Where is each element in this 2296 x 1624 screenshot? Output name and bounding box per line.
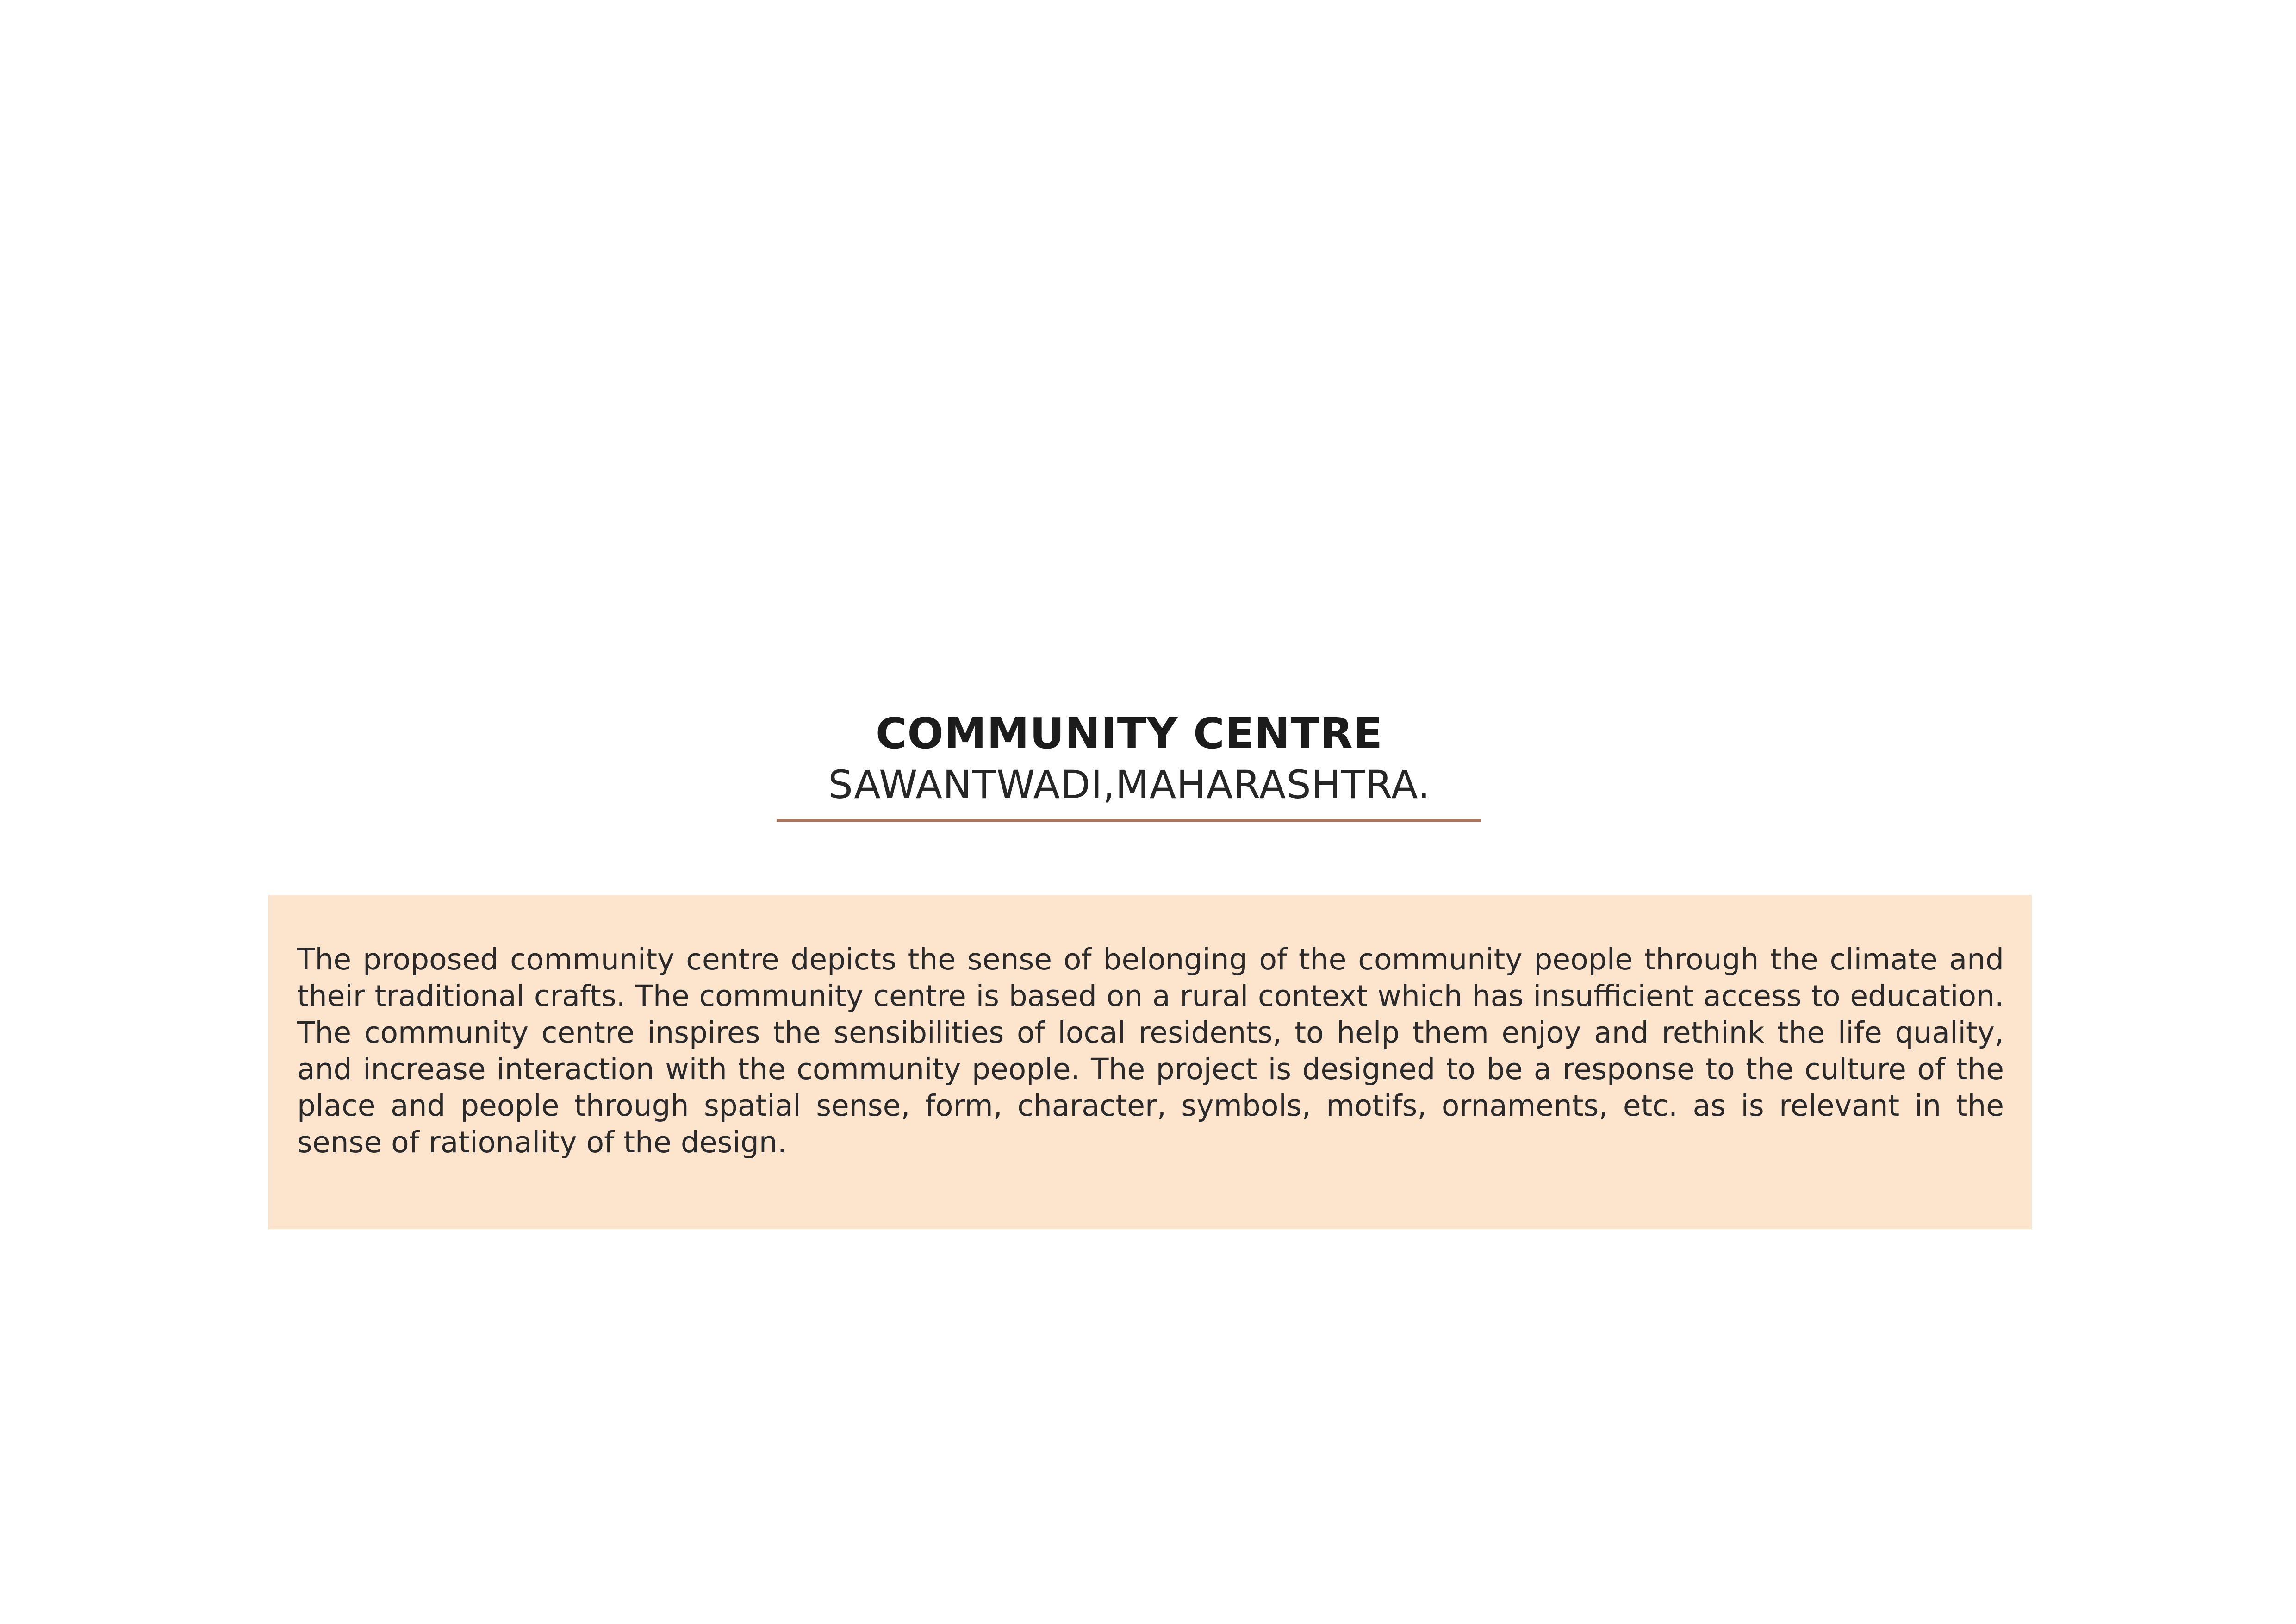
description-panel	[268, 895, 2032, 1229]
title-block	[778, 708, 1481, 810]
page-title: COMMUNITY CENTRE	[876, 709, 1383, 758]
page-subtitle: SAWANTWADI,MAHARASHTRA.	[828, 762, 1431, 807]
description-text: The proposed community centre depicts the sense of belonging of the community people through the climate and their traditional crafts. The community centre is based on a rural context which has insufficient access to education. The community centre inspires the sensibilities of local residents, to help them enjoy and rethink the life quality, and increase interaction with the community people. The project is designed to be a response to the culture of the place and people through spatial sense, form, character, symbols, motifs, ornaments, etc. as is relevant in the sense of rationality of the design.	[297, 943, 2004, 1159]
title-underline-divider	[777, 819, 1481, 822]
